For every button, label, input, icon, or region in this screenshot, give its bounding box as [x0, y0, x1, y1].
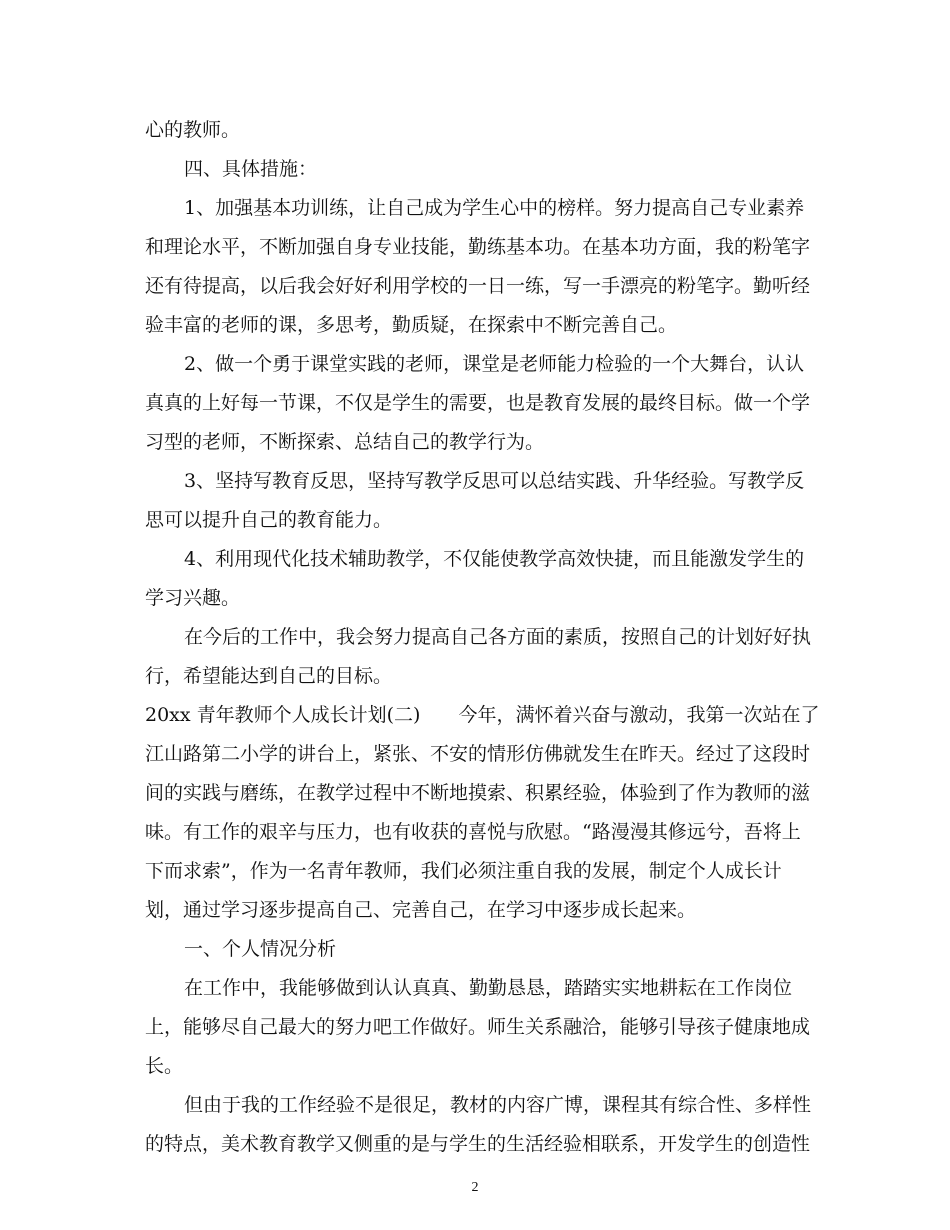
text-line: 划，通过学习逐步提高自己、完善自己，在学习中逐步成长起来。: [145, 899, 697, 921]
text-line: 习型的老师，不断探索、总结自己的教学行为。: [145, 431, 545, 453]
text-line: 的特点，美术教育教学又侧重的是与学生的生活经验相联系，开发学生的创造性: [145, 1133, 811, 1155]
section-heading: 一、个人情况分析: [184, 938, 337, 960]
text-line: 还有待提高，以后我会好好利用学校的一日一练，写一手漂亮的粉笔字。勤听经: [145, 275, 811, 297]
text-line: 间的实践与磨练，在教学过程中不断地摸索、积累经验，体验到了作为教师的滋: [145, 782, 811, 804]
text-line: 心的教师。: [145, 119, 241, 141]
text-line: 2、做一个勇于课堂实践的老师，课堂是老师能力检验的一个大舞台，认认: [184, 353, 805, 375]
text-line: 长。: [145, 1055, 184, 1077]
page-number: 2: [471, 1180, 479, 1195]
text-line: 1、加强基本功训练，让自己成为学生心中的榜样。努力提高自己专业素养: [184, 197, 805, 219]
text-line: 思可以提升自己的教育能力。: [145, 509, 393, 531]
text-line: 上，能够尽自己最大的努力吧工作做好。师生关系融洽，能够引导孩子健康地成: [145, 1016, 811, 1038]
text-line: 味。有工作的艰辛与压力，也有收获的喜悦与欣慰。“路漫漫其修远兮，吾将上: [145, 821, 801, 843]
section-title-line: 20xx 青年教师个人成长计划(二) 今年，满怀着兴奋与激动，我第一次站在了: [145, 704, 820, 726]
text-line: 真真的上好每一节课，不仅是学生的需要，也是教育发展的最终目标。做一个学: [145, 392, 811, 414]
text-line: 江山路第二小学的讲台上，紧张、不安的情形仿佛就发生在昨天。经过了这段时: [145, 743, 811, 765]
text-line: 验丰富的老师的课，多思考，勤质疑，在探索中不断完善自己。: [145, 314, 678, 336]
text-line: 在工作中，我能够做到认认真真、勤勤恳恳，踏踏实实地耕耘在工作岗位: [184, 977, 793, 999]
text-line: 但由于我的工作经验不是很足，教材的内容广博，课程其有综合性、多样性: [184, 1094, 812, 1116]
text-line: 4、利用现代化技术辅助教学，不仅能使教学高效快捷，而且能激发学生的: [184, 548, 805, 570]
text-line: 行，希望能达到自己的目标。: [145, 665, 393, 687]
text-line: 在今后的工作中，我会努力提高自己各方面的素质，按照自己的计划好好执: [184, 626, 812, 648]
text-line: 3、坚持写教育反思，坚持写教学反思可以总结实践、升华经验。写教学反: [184, 470, 805, 492]
text-line: 和理论水平，不断加强自身专业技能，勤练基本功。在基本功方面，我的粉笔字: [145, 236, 811, 258]
section-heading: 四、具体措施：: [184, 158, 318, 180]
text-line: 下而求索”，作为一名青年教师，我们必须注重自我的发展，制定个人成长计: [145, 860, 782, 882]
text-line: 学习兴趣。: [145, 587, 241, 609]
